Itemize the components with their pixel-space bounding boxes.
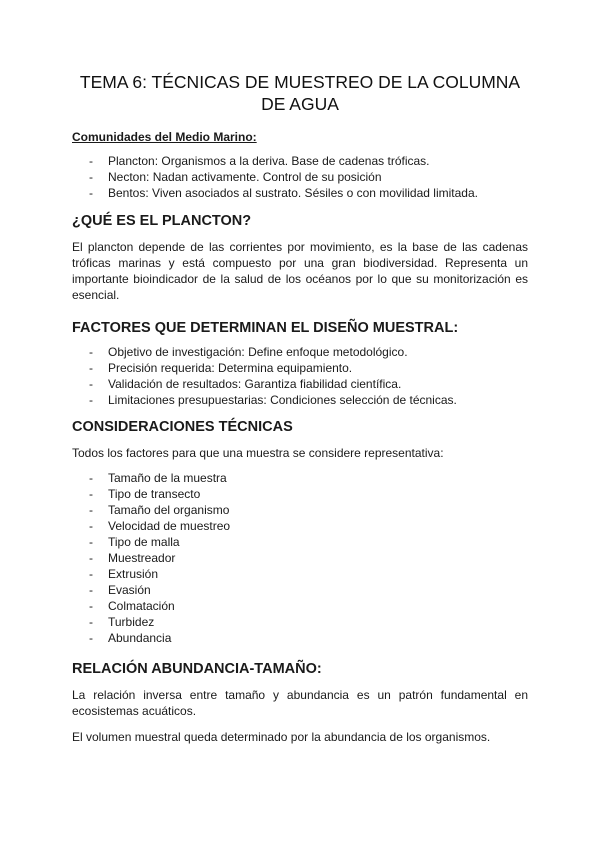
factores-list [72,344,528,408]
list-item [72,392,528,408]
list-item [72,185,528,201]
list-item [72,534,528,550]
list-item-text: Validación de resultados: Garantiza fiabilidad científica. [108,377,402,391]
list-item [72,470,528,486]
list-item-text: Tipo de transecto [108,487,201,501]
dash-bullet-icon: - [89,377,93,391]
list-item [72,598,528,614]
list-item [72,360,528,376]
list-item [72,486,528,502]
list-item-text: Tipo de malla [108,535,180,549]
list-item-text: Velocidad de muestreo [108,519,231,533]
list-item [72,550,528,566]
list-item [72,566,528,582]
list-item-text: Objetivo de investigación: Define enfoque metodológico. [108,345,408,359]
list-item [72,376,528,392]
list-item [72,344,528,360]
list-item-text: Turbidez [108,615,155,629]
plancton-heading: ¿QUÉ ES EL PLANCTON? [72,213,252,229]
list-item [72,502,528,518]
dash-bullet-icon: - [89,583,93,597]
factores-heading: FACTORES QUE DETERMINAN EL DISEÑO MUESTRAL: [72,320,459,336]
dash-bullet-icon: - [89,631,93,645]
consideraciones-intro: Todos los factores para que una muestra se considere representativa: [72,446,444,460]
list-item-text: Bentos: Viven asociados al sustrato. Sésiles o con movilidad limitada. [108,186,478,200]
dash-bullet-icon: - [89,393,93,407]
relacion-heading: RELACIÓN ABUNDANCIA-TAMAÑO: [72,661,322,677]
list-item-text: Necton: Nadan activamente. Control de su posición [108,170,382,184]
list-item-text: Limitaciones presupuestarias: Condiciones selección de técnicas. [108,393,457,407]
dash-bullet-icon: - [89,487,93,501]
relacion-paragraph-1: La relación inversa entre tamaño y abundancia es un patrón fundamental en ecosistemas acuáticos. [72,688,528,718]
dash-bullet-icon: - [89,519,93,533]
document-page [72,0,528,745]
dash-bullet-icon: - [89,170,93,184]
dash-bullet-icon: - [89,154,93,168]
list-item-text: Colmatación [108,599,175,613]
list-item-text: Plancton: Organismos a la deriva. Base de cadenas tróficas. [108,154,430,168]
list-item-text: Evasión [108,583,151,597]
communities-heading: Comunidades del Medio Marino: [72,130,257,144]
dash-bullet-icon: - [89,535,93,549]
dash-bullet-icon: - [89,345,93,359]
list-item-text: Tamaño de la muestra [108,471,227,485]
dash-bullet-icon: - [89,503,93,517]
consideraciones-list [72,470,528,646]
dash-bullet-icon: - [89,599,93,613]
list-item [72,153,528,169]
dash-bullet-icon: - [89,186,93,200]
list-item-text: Precisión requerida: Determina equipamiento. [108,361,353,375]
list-item [72,582,528,598]
dash-bullet-icon: - [89,361,93,375]
list-item [72,518,528,534]
page-title: TEMA 6: TÉCNICAS DE MUESTREO DE LA COLUMNA DE AGUA [79,72,521,114]
list-item [72,630,528,646]
dash-bullet-icon: - [89,567,93,581]
list-item [72,614,528,630]
dash-bullet-icon: - [89,471,93,485]
dash-bullet-icon: - [89,551,93,565]
list-item [72,169,528,185]
list-item-text: Muestreador [108,551,176,565]
communities-list [72,153,528,201]
relacion-paragraph-2: El volumen muestral queda determinado por la abundancia de los organismos. [72,730,491,744]
consideraciones-heading: CONSIDERACIONES TÉCNICAS [72,419,293,435]
list-item-text: Tamaño del organismo [108,503,230,517]
dash-bullet-icon: - [89,615,93,629]
plancton-paragraph: El plancton depende de las corrientes por movimiento, es la base de las cadenas tróficas marinas y está compuesto por una gran biodiversidad. Representa un importante bioindicador de la salud de los océanos por lo que su monitorización es esencial. [72,240,528,302]
list-item-text: Extrusión [108,567,159,581]
list-item-text: Abundancia [108,631,172,645]
